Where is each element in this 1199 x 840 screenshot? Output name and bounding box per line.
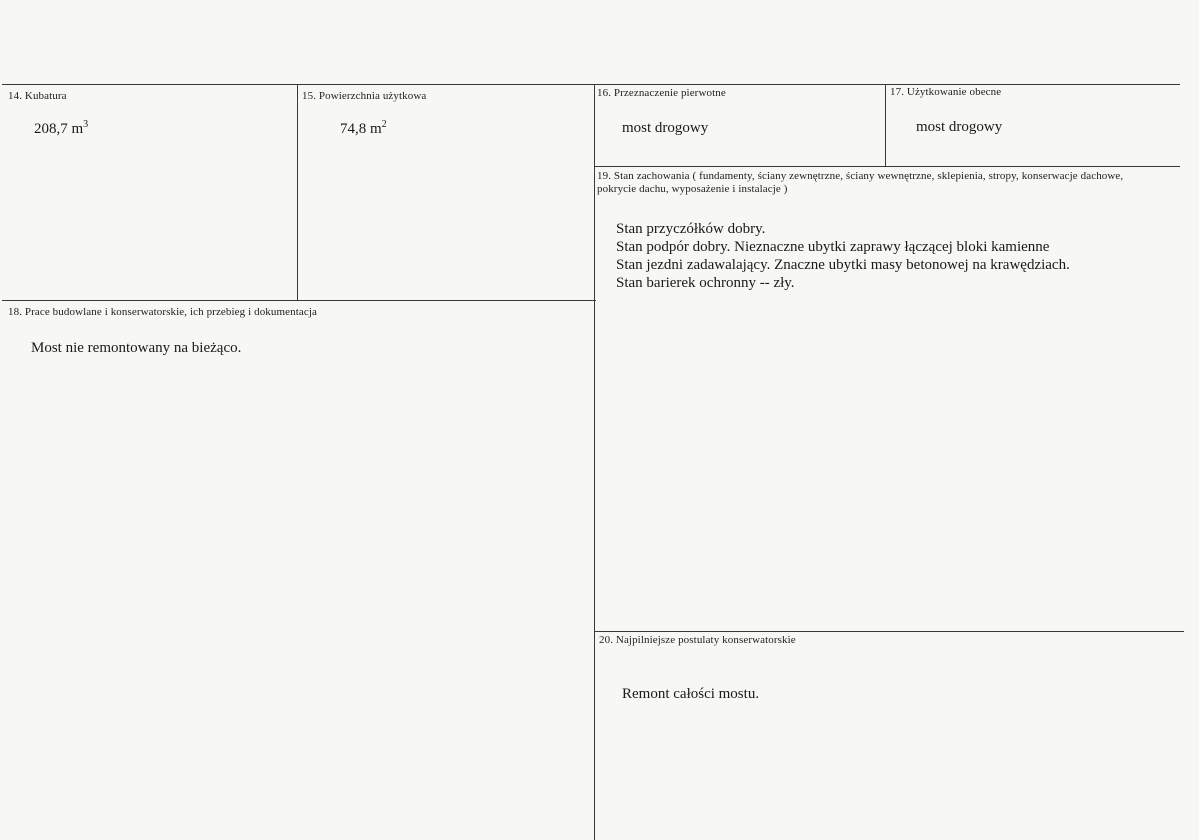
top-border-line	[2, 84, 1180, 85]
field-19-line: Stan podpór dobry. Nieznaczne ubytki zaprawy łączącej bloki kamienne	[616, 239, 1050, 255]
field-15-value	[340, 120, 387, 138]
col-divider-14-15	[297, 84, 298, 300]
field-15-number: 74,8 m	[340, 121, 382, 137]
col-divider-main	[594, 84, 595, 840]
field-17-label: 17. Użytkowanie obecne	[890, 86, 1002, 98]
field-19-line: Stan barierek ochronny -- zły.	[616, 275, 795, 291]
field-14-exponent: 3	[83, 119, 89, 130]
field-19-line: Stan jezdni zadawalający. Znaczne ubytki masy betonowej na krawędziach.	[616, 257, 1070, 273]
field-14-label: 14. Kubatura	[8, 90, 67, 102]
row-divider-left	[2, 300, 596, 301]
field-16-label: 16. Przeznaczenie pierwotne	[597, 87, 726, 99]
field-14-value	[34, 120, 88, 138]
field-19-label: 19. Stan zachowania ( fundamenty, ściany zewnętrzne, ściany wewnętrzne, sklepienia, stropy, konserwacje dachowe, pokrycie dachu, wyposażenie i instalacje )	[597, 170, 1124, 195]
field-18-label: 18. Prace budowlane i konserwatorskie, ich przebieg i dokumentacja	[8, 306, 317, 318]
row-divider-right-19	[594, 166, 1180, 167]
field-18-value: Most nie remontowany na bieżąco.	[31, 340, 242, 356]
field-17-value: most drogowy	[916, 119, 1003, 135]
field-15-label: 15. Powierzchnia użytkowa	[302, 90, 427, 102]
field-20-value: Remont całości mostu.	[622, 686, 760, 702]
field-19-content	[616, 220, 1070, 292]
field-19-line: Stan przyczółków dobry.	[616, 221, 766, 237]
row-divider-right-20	[594, 631, 1184, 632]
field-16-value: most drogowy	[622, 120, 709, 136]
field-14-number: 208,7 m	[34, 121, 84, 137]
field-15-exponent: 2	[381, 119, 387, 130]
field-20-label: 20. Najpilniejsze postulaty konserwatorskie	[599, 634, 796, 646]
col-divider-16-17	[885, 84, 886, 166]
